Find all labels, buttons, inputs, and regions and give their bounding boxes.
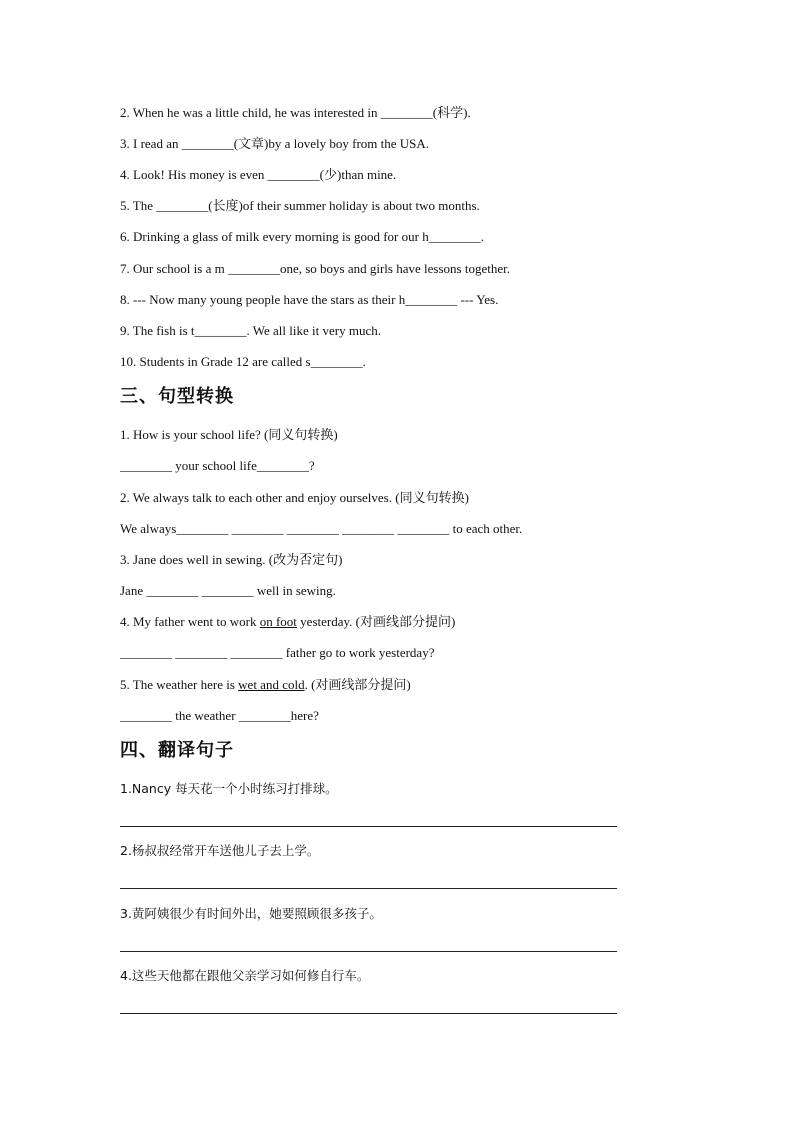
fill-blank-item-3: 3. I read an ________(文章)by a lovely boy from the USA. xyxy=(120,136,430,151)
question-text: yesterday. (对画线部分提问) xyxy=(296,614,456,629)
transform-answer-1: ________ your school life________? xyxy=(120,458,315,473)
transform-answer-5: ________ the weather ________here? xyxy=(120,708,319,723)
transform-answer-4: ________ ________ ________ father go to work yesterday? xyxy=(120,645,435,660)
fill-blank-item-4: 4. Look! His money is even ________(少)than mine. xyxy=(120,167,397,182)
question-text: . (对画线部分提问) xyxy=(304,677,411,692)
section-heading-sentence-transform: 三、句型转换 xyxy=(120,386,234,407)
transform-question-2: 2. We always talk to each other and enjoy ourselves. (同义句转换) xyxy=(120,490,469,505)
underlined-phrase: on foot xyxy=(259,614,297,629)
transform-answer-3: Jane ________ ________ well in sewing. xyxy=(120,583,336,598)
answer-line-3[interactable] xyxy=(120,951,617,952)
fill-blank-item-8: 8. --- Now many young people have the stars as their h________ --- Yes. xyxy=(120,292,499,307)
answer-line-1[interactable] xyxy=(120,826,617,827)
question-text: 4. My father went to work xyxy=(120,614,260,629)
fill-blank-item-2: 2. When he was a little child, he was interested in ________(科学). xyxy=(120,105,471,120)
fill-blank-item-7: 7. Our school is a m ________one, so boys and girls have lessons together. xyxy=(120,261,510,276)
answer-line-2[interactable] xyxy=(120,888,617,889)
section-heading-translate: 四、翻译句子 xyxy=(120,740,234,761)
translate-item-2: 2.杨叔叔经常开车送他儿子去上学。 xyxy=(120,843,320,858)
underlined-phrase: wet and cold xyxy=(238,677,305,692)
transform-question-4 xyxy=(120,613,455,631)
transform-question-3: 3. Jane does well in sewing. (改为否定句) xyxy=(120,552,343,567)
fill-blank-item-6: 6. Drinking a glass of milk every morning is good for our h________. xyxy=(120,229,484,244)
translate-item-3: 3.黄阿姨很少有时间外出，她要照顾很多孩子。 xyxy=(120,906,382,921)
fill-blank-item-5: 5. The ________(长度)of their summer holiday is about two months. xyxy=(120,198,480,213)
question-text: 5. The weather here is xyxy=(120,677,239,692)
answer-line-4[interactable] xyxy=(120,1013,617,1014)
translate-item-4: 4.这些天他都在跟他父亲学习如何修自行车。 xyxy=(120,968,370,983)
transform-question-5 xyxy=(120,676,411,694)
transform-answer-2: We always________ ________ ________ ________ ________ to each other. xyxy=(120,521,523,536)
fill-blank-item-9: 9. The fish is t________. We all like it very much. xyxy=(120,323,381,338)
transform-question-1: 1. How is your school life? (同义句转换) xyxy=(120,427,338,442)
translate-item-1: 1.Nancy 每天花一个小时练习打排球。 xyxy=(120,781,338,796)
fill-blank-item-10: 10. Students in Grade 12 are called s________. xyxy=(120,354,366,369)
